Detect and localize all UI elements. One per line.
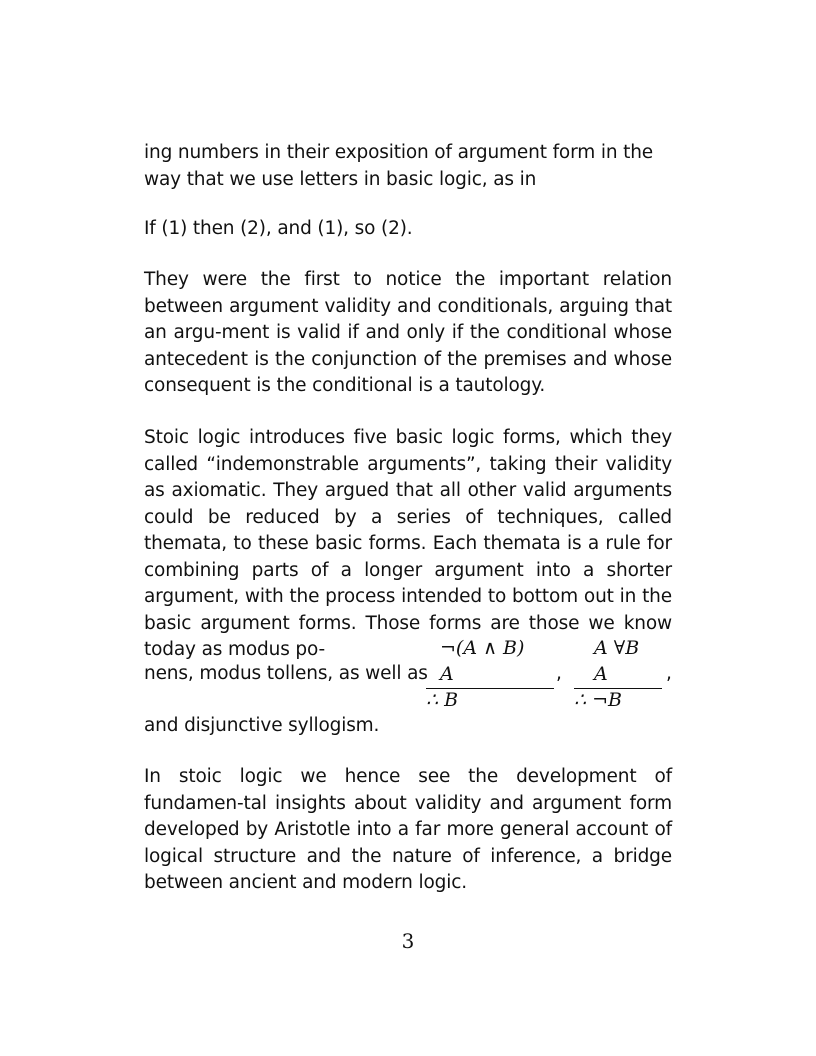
paragraph-validity-conditionals: They were the first to notice the important relation between argument validity and conditionals, arguing that an argu-ment is valid if and only if the conditional whose antecedent is the conjunction of the premises and whose consequent is the conditional is a tautology. — [144, 269, 672, 396]
argument-form-2 — [574, 635, 666, 715]
argument-form-1-premise-2: A — [440, 663, 454, 685]
argument-form-1-separator: , — [556, 663, 562, 684]
page-number: 3 — [401, 929, 415, 953]
paragraph-conclusion: In stoic logic we hence see the development of fundamen-tal insights about validity and argument form developed by Aristotle into a far more general account of logical structure and the nature of inference, a bridge between ancient and modern logic. — [144, 766, 672, 893]
argument-form-2-premise-2: A — [594, 663, 608, 685]
paragraph-disjunctive-syllogism: and disjunctive syllogism. — [144, 715, 380, 736]
paragraph-intro-continuation: ing numbers in their exposition of argument form in the way that we use letters in basic logic, as in — [144, 142, 654, 190]
argument-form-2-conclusion: ∴ ¬B — [574, 689, 623, 711]
paragraph-indemonstrable-arguments: Stoic logic introduces five basic logic forms, which they called “indemonstrable arguments”, taking their validity as axiomatic. They argued that all other valid arguments could be reduced by a series of techniques, called themata, to these basic forms. Each themata is a rule for combining parts of a longer argument into a shorter argument, with the process intended to bottom out in the basic argument forms. Those forms are those we know today as modus po- — [144, 427, 672, 660]
argument-form-2-separator: , — [666, 663, 672, 684]
argument-form-1-premise-1: ¬(A ∧ B) — [440, 637, 525, 659]
argument-form-1-conclusion: ∴ B — [426, 689, 459, 711]
argument-forms-row — [144, 635, 672, 715]
paragraph-example-argument: If (1) then (2), and (1), so (2). — [144, 218, 413, 239]
argument-form-2-premise-1: A ∀B — [594, 637, 640, 659]
argument-form-1 — [426, 635, 554, 715]
argument-forms-lead-text: nens, modus tollens, as well as — [144, 663, 428, 684]
